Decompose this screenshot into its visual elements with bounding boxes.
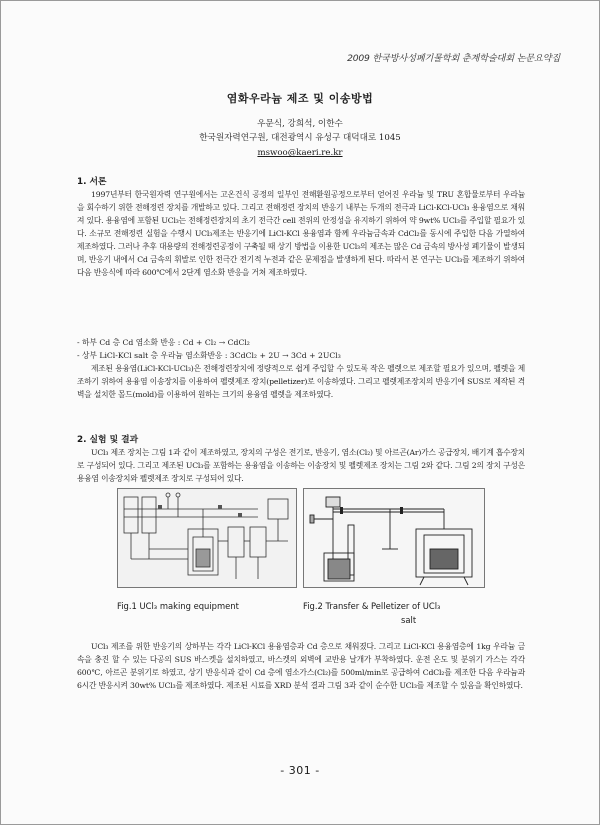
intro-paragraph-2: 제조된 용융염(LiCl-KCl-UCl₃)은 전해정련장치에 정량적으로 쉽게 주입할 수 있도록 작은 펠렛으로 제조할 필요가 있으며, 펠렛을 제조하기 위하여 용융염 이송장치를 이용하여 펠렛제조 장치(pelletizer)로 이송하였다. 그리고 펠렛제조장치의 반응기에 SUS로 제작된 격벽을 설치한 몰드(mold)를 이용하여 원하는 크기의 용융염 펠렛을 제조하였다.: [77, 364, 525, 399]
figure-2-drawing: [304, 489, 484, 587]
figure-2-caption-line-1: Fig.2 Transfer & Pelletizer of UCl₃: [303, 601, 441, 611]
experiment-paragraph-2: UCl₃ 제조를 위한 반응기의 상하부는 각각 LiCl-KCl 용융염층과 Cd 층으로 채워졌다. 그리고 LiCl-KCl 용융염층에 1kg 우라늄 금속을 충진 할 수 있는 다공의 SUS 바스켓을 설치하였고, 바스켓의 외벽에 교반용 날개가 부착하였다. 운전 온도 및 분위기 가스는 각각 600℃, 아르곤 분위기로 하였고, 상기 반응식과 같이 Cd 층에 염소가스(Cl₂)를 500ml/min로 공급하여 CdCl₂를 제조한 다음 우라늄과 6시간 반응시켜 30wt% UCl₃를 제조하였다. 제조된 시료를 XRD 분석 결과 그림 3과 같이 순수한 UCl₃를 제조할 수 있음을 확인하였다.: [77, 642, 525, 690]
equation-cd-chlorination: - 하부 Cd 층 Cd 염소화 반응 : Cd + Cl₂ → CdCl₂: [77, 338, 250, 347]
figure-1-caption: Fig.1 UCl₃ making equipment: [117, 601, 239, 611]
paper-title: 염화우라늄 제조 및 이송방법: [226, 92, 374, 105]
page-number: - 301 -: [280, 764, 320, 777]
intro-paragraph-1: 1997년부터 한국원자력 연구원에서는 고온건식 공정의 일부인 전해환원공정으로부터 얻어진 우라늄 및 TRU 혼합물로부터 우라늄을 회수하기 위한 전해정련 장치를 개발하고 있다. 그리고 전해정련 장치의 반응기 내부는 두개의 전극과 LiCl-KCl-UCl₃ 용융염으로 채워져 있다. 용융염에 포함된 UCl₃는 전해정련장치의 초기 전극간 cell 전위의 안정성을 유지하기 위하여 약 9wt% UCl₃를 주입할 필요가 있다. 소규모 전해정련 실험을 수행시 UCl₃제조는 반응기에 LiCl-KCl 용융염과 함께 우라늄금속과 CdCl₂를 동시에 주입한 다음 가열하여 제조하였다. 그러나 추후 대용량의 전해정련공정이 구축될 때 상기 방법을 이용한 UCl₃의 제조는 많은 Cd 금속의 방사성 폐기물이 발생되며, 반응기 내에서 Cd 금속의 휘발로 인한 전극간 전기적 누전과 같은 문제점을 발생하게 된다. 따라서 본 연구는 UCl₃를 제조하기 위하여 다음 반응식에 따라 600℃에서 2단계 염소화 반응을 거쳐 제조하였다.: [77, 190, 525, 277]
figure-1-ucl3-equipment: [117, 488, 297, 588]
figure-1-drawing: [118, 489, 296, 587]
experiment-paragraph-1: UCl₃ 제조 장치는 그림 1과 같이 제조하였고, 장치의 구성은 전기로, 반응기, 염소(Cl₂) 및 아르곤(Ar)가스 공급장치, 배기계 흡수장치로 구성되어 있다. 그리고 제조된 UCl₃를 포함하는 용융염을 이송하는 이송장치 및 펠렛제조 장치는 그림 2와 같다. 그림 2의 장치 구성은 용융염 이송장치와 펠렛제조 장치로 구성되어 있다.: [77, 448, 525, 483]
running-head: 2009 한국방사성폐기물학회 춘계학술대회 논문요약집: [347, 53, 560, 64]
equation-uranium-chlorination: - 상부 LiCl-KCl salt 층 우라늄 염소화반응 : 3CdCl₂ + 2U → 3Cd + 2UCl₃: [77, 351, 341, 360]
authors: 우문식, 강희석, 이한수: [257, 119, 343, 129]
section-heading-experiment: 2. 실험 및 결과: [77, 435, 139, 445]
email-link[interactable]: mswoo@kaeri.re.kr: [257, 148, 343, 158]
affiliation: 한국원자력연구원, 대전광역시 유성구 대덕대로 1045: [199, 133, 401, 143]
figure-2-caption-line-2: salt: [401, 615, 417, 625]
section-heading-intro: 1. 서론: [77, 177, 107, 187]
figure-2-transfer-pelletizer: [303, 488, 485, 588]
